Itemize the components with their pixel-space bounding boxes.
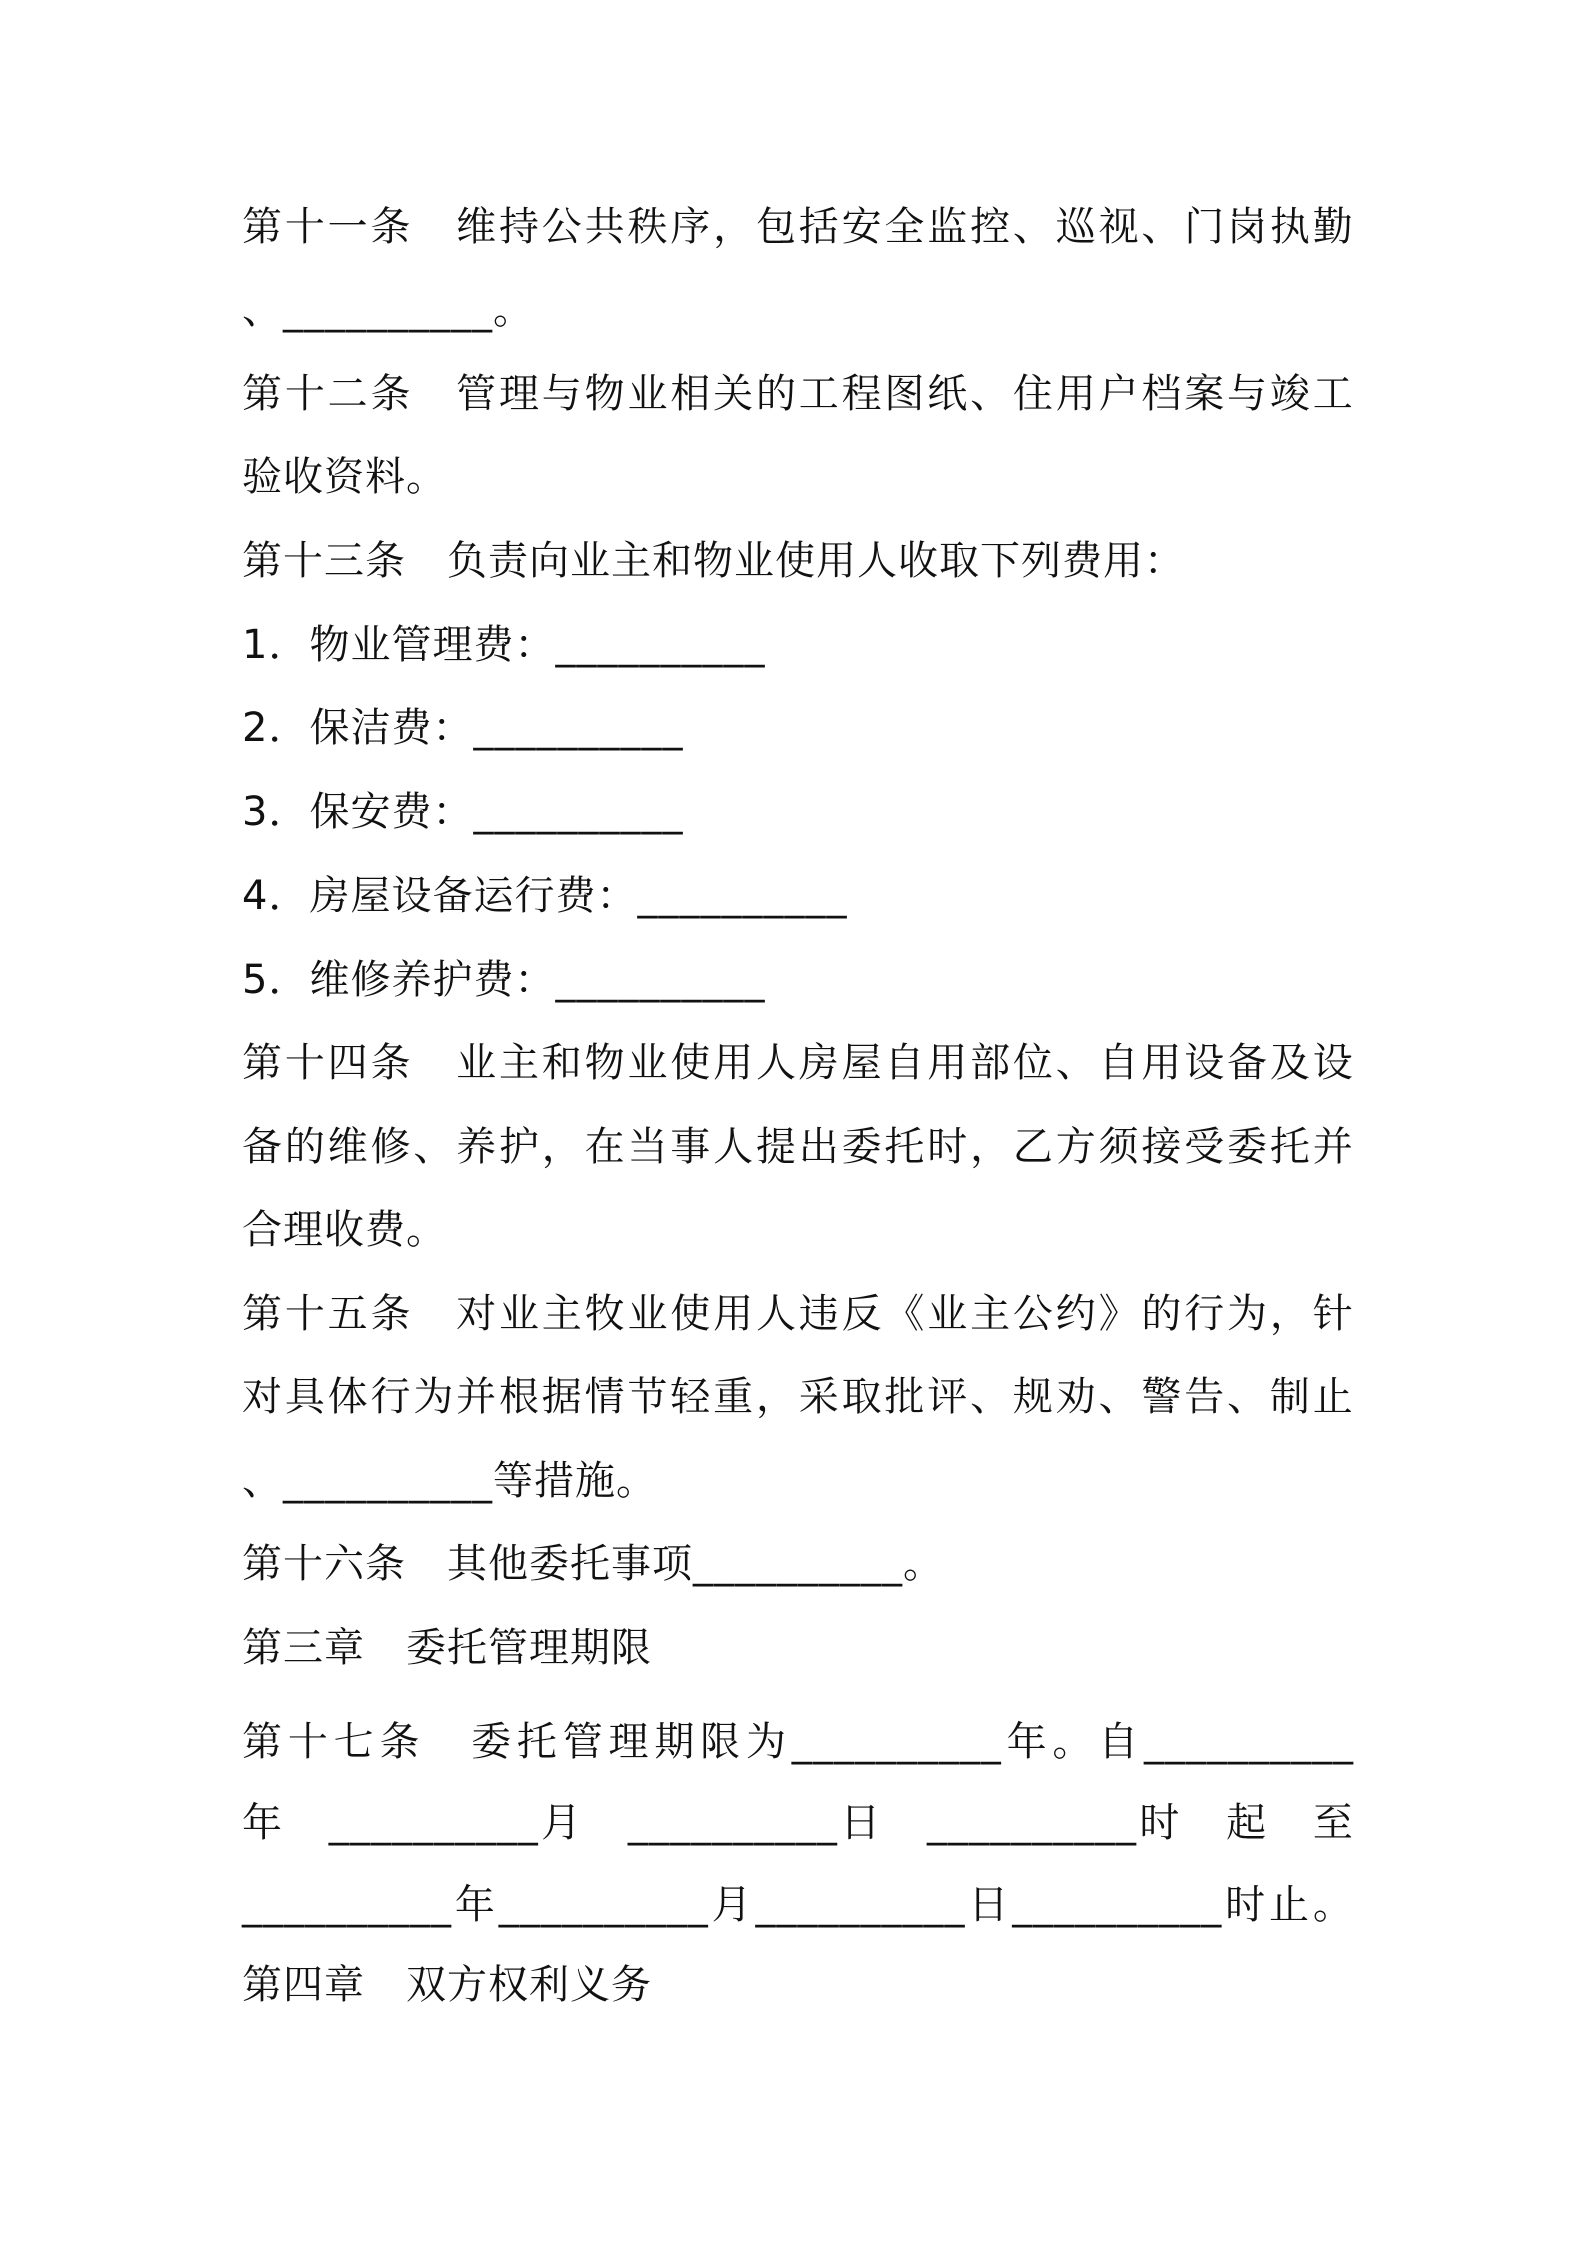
article-13-heading: 第十三条 负责向业主和物业使用人收取下列费用： (242, 538, 1185, 584)
fee-item-5: 5．维修养护费：__________ (242, 957, 766, 1003)
fee-item-2: 2．保洁费：__________ (242, 705, 684, 751)
article-14-line-3: 合理收费。 (242, 1207, 447, 1253)
article-14-line-1: 第 十 四 条 业 主 和 物 业 使 用 人 房 屋 自 用 部 位 、 自 用 设 备 及 设 (242, 1040, 1354, 1086)
chapter-3-heading: 第三章 委托管理期限 (242, 1625, 652, 1671)
article-12-line-1: 第 十 二 条 管 理 与 物 业 相 关 的 工 程 图 纸 、 住 用 户 档 案 与 竣 工 (242, 371, 1354, 417)
chapter-4-heading: 第四章 双方权利义务 (242, 1962, 652, 2008)
article-16-line: 第十六条 其他委托事项__________。 (242, 1541, 944, 1587)
article-15-line-3: 、__________等措施。 (242, 1458, 657, 1504)
article-11-line-1: 第 十 一 条 维 持 公 共 秩 序 ， 包 括 安 全 监 控 、 巡 视 、 门 岗 执 勤 (242, 204, 1354, 250)
article-12-line-2: 验收资料。 (242, 454, 447, 500)
article-15-line-1: 第 十 五 条 对 业 主 牧 业 使 用 人 违 反 《 业 主 公 约 》 的 行 为 ， 针 (242, 1291, 1354, 1337)
fee-item-3: 3．保安费：__________ (242, 789, 684, 835)
article-15-line-2: 对 具 体 行 为 并 根 据 情 节 轻 重 ， 采 取 批 评 、 规 劝 、 警 告 、 制 止 (242, 1374, 1354, 1420)
article-17-line-2: 年 __________ 月 __________ 日 __________ 时 起 至 (242, 1800, 1354, 1846)
fee-item-1: 1．物业管理费：__________ (242, 622, 766, 668)
article-14-line-2: 备 的 维 修 、 养 护 ， 在 当 事 人 提 出 委 托 时 ， 乙 方 须 接 受 委 托 并 (242, 1124, 1354, 1170)
fee-item-4: 4．房屋设备运行费：__________ (242, 873, 848, 919)
article-17-line-3: __________ 年 __________ 月 __________ 日 __________ 时 止 。 (242, 1882, 1354, 1928)
article-11-line-2: 、__________。 (242, 287, 534, 333)
article-17-line-1: 第 十 七 条 委 托 管 理 期 限 为 __________ 年 。 自 __________ (242, 1719, 1354, 1765)
